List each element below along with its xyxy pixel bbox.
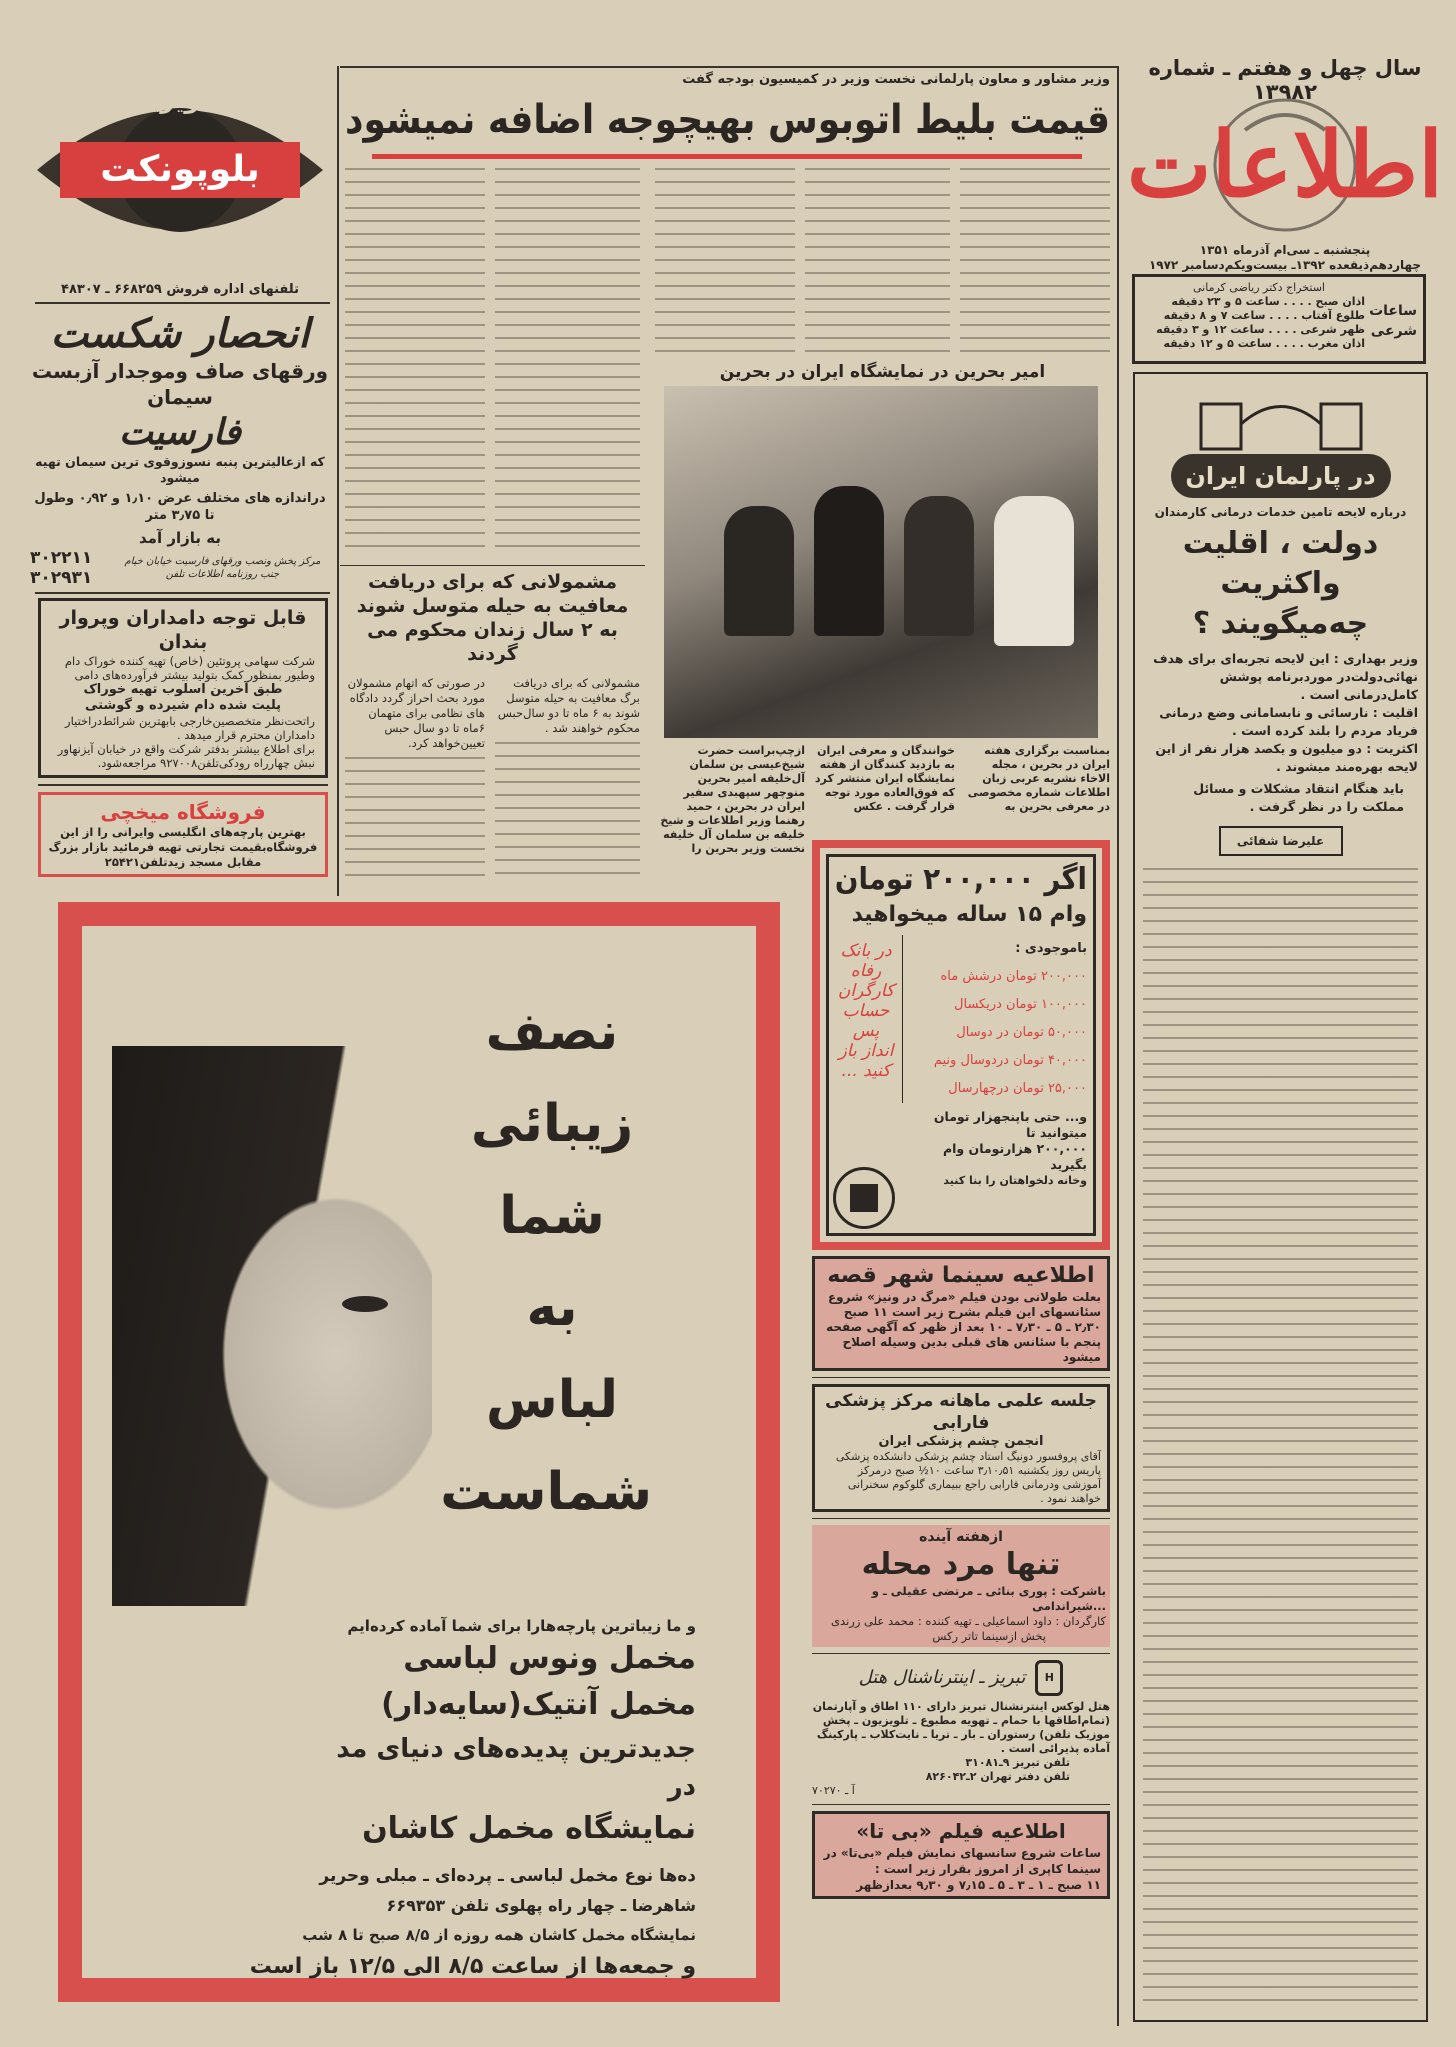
- film-ad: ازهفته آینده تنها مرد محله باشرکت : پوری بنائی ـ مرتضی عقیلی ـ و ...شیراندامی کارگردان : داود اسماعیلی ـ تهیه کننده : محمد علی زرندی پخش ازسینما تاتر رکس: [812, 1525, 1110, 1647]
- parliament-headline: دولت ، اقلیت واکثریت چه‌میگویند ؟: [1182, 526, 1379, 641]
- prayer-row: ظهر شرعی . . . . ساعت ۱۲ و ۳ دقیقه: [1156, 323, 1365, 336]
- loan-row: ۵۰,۰۰۰ تومان در دوسال: [956, 1025, 1087, 1040]
- loan-row: ۲۰۰,۰۰۰ تومان درشش ماه: [940, 969, 1087, 984]
- photo-caption: خوانندگان و معرفی ایران به بازدید کنندگان از هفته نمایشگاه ایران منتشر کرد که فوق‌العاده مورد توجه قرار گرفت . عکس: [814, 744, 955, 813]
- hotel-logo-icon: H: [1035, 1660, 1063, 1696]
- medical-ad: جلسه علمی ماهانه مرکز پزشکی فارابی انجمن چشم پزشکی ایران آقای پروفسور دونیگ استاد چشم پزشکی دانشکده پزشکی پاریس روز یکشنبه ۳٫۱۰٫۵۱ ساعت ۱۰½ صبح درمرکز آموزشی ودرمانی فارابی راجع ببیماری گلوکوم سخنرانی خواهند نمود .: [812, 1384, 1110, 1512]
- lead-column-text: [495, 168, 640, 558]
- photo-headline: امیر بحرین در نمایشگاه ایران در بحرین: [719, 362, 1046, 382]
- hotel-ad: H تبریز ـ اینترناشنال هتل هتل لوکس اینترنشنال تبریز دارای ۱۱۰ اطاق و آپارتمان (تمام‌اطاقها با حمام ـ تهویه مطبوع ـ تلویزیون ـ پخش موزیک تلفن) رستوران ـ بار ـ تریا ـ نایت‌کلاب ـ پارکینگ آماده پذیرائی است . تلفن تبریز ۹ـ۳۱۰۸۱ تلفن دفتر تهران ۲ـ۸۲۶۰۴۲ آ ـ ۷۰۲۷۰: [812, 1660, 1110, 1798]
- lead-column-text: [805, 168, 950, 356]
- blaupunkt-ad: درتلویزیون بلوپونکت بهتر می بینید: [35, 80, 325, 260]
- date-other: چهاردهم‌ذیقعده ۱۳۹۲ـ بیست‌و‌یکم‌دسامبر ۱۹۷۲: [1148, 258, 1422, 272]
- author-byline: علیرضا شفائی: [1219, 826, 1343, 856]
- year-issue: سال چهل و هفتم ـ شماره ۱۳۹۸۲: [1148, 56, 1422, 104]
- lead-headline: قیمت بلیط اتوبوس بهیچوجه اضافه نمیشود: [345, 97, 1111, 143]
- prayer-times-box: [1132, 274, 1426, 364]
- bank-refah-slogan: در بانک رفاه کارگران حساب پس انداز باز کنید ...: [837, 941, 895, 1081]
- top-rule: [340, 66, 1117, 68]
- beta-film-ad: اطلاعیه فیلم «بی تا» ساعات شروع سانسهای نمایش فیلم «بی‌تا» در سینما کاپری از امروز بقرار زیر است : ۱۱ صبح ـ ۱ ـ ۳ ـ ۵ ـ ۷٫۱۵ و ۹٫۳۰ بعدازظهر: [812, 1811, 1110, 1899]
- fashion-copy: و ما زیباترین پارچه‌هارا برای شما آماده کرده‌ایم مخمل ونوس لباسی مخمل آنتیک(سایه‌دار) جدیدترین پدیده‌های دنیای مد در نمایشگاه مخمل کاشان ده‌ها نوع مخمل لباسی ـ پرده‌ای ـ مبلی وحریر شاهرضا ـ چهار راه پهلوی تلفن ۶۶۹۳۵۳ نمایشگاه مخمل کاشان همه روزه از ۸/۵ صبح تا ۸ شب و جمعه‌ها از ساعت ۸/۵ الی ۱۲/۵ باز است: [249, 1617, 696, 1979]
- column-rule: [1117, 66, 1119, 2026]
- loan-row: ۲۵,۰۰۰ تومان درچهارسال: [948, 1081, 1087, 1096]
- prayer-row: اذان مغرب . . . . ساعت ۵ و ۱۲ دقیقه: [1163, 337, 1365, 350]
- headline-underline: [372, 154, 1082, 159]
- lead-column-text: [345, 168, 485, 558]
- parliament-point: اکثریت : دو میلیون و یکصد هزار نفر از این لایحه بهره‌مند میشوند .: [1155, 741, 1418, 774]
- woman-face-photo: [112, 1046, 432, 1606]
- livestock-ad: قابل توجه دامداران وپروار بندان شرکت سهامی پروتئین (خاص) تهیه کننده خوراک دام وطیور بمنظور کمک بتولید بیشتر فرآورده‌های دامی طبق آخرین اسلوب تهیه خوراک پلیت شده دام شیرده و گوشتی راتحت‌نظر متخصصین‌خارجی بابهترین شرائط‌دراختیار دامداران محترم قرار میدهد . برای اطلاع بیشتر بدفتر شرکت واقع در خیابان آیزنهاور نبش چهارراه رودکی‌تلفن۹۲۷۰۰۸ مراجعه‌شود.: [38, 598, 328, 778]
- date-persian: پنجشنبه ـ سی‌ام آذرماه ۱۳۵۱: [1199, 243, 1371, 257]
- phone: ۳۰۲۹۳۱: [30, 568, 93, 588]
- column-rule: [337, 66, 339, 896]
- loan-ad: اگر ۲۰۰,۰۰۰ تومان وام ۱۵ ساله میخواهید باموجودی : ۲۰۰,۰۰۰ تومان درشش ماه ۱۰۰,۰۰۰ تومان دریکسال ۵۰,۰۰۰ تومان در دوسال ۴۰,۰۰۰ تومان دردوسال ونیم ۲۵,۰۰۰ تومان درچهارسال در بانک رفاه کارگران حساب پس انداز باز کنید ... و... حتی باپنجهزار تومان میتوانید تا ۲۰۰,۰۰۰ هزارتومان وام بگیرید وخانه دلخواهتان را بنا کنید: [812, 840, 1110, 1250]
- loan-row: ۴۰,۰۰۰ تومان دردوسال ونیم: [933, 1053, 1087, 1068]
- lead-column-text: [960, 168, 1110, 356]
- loan-row: ۱۰۰,۰۰۰ تومان دریکسال: [954, 997, 1087, 1012]
- farsit-ad: انحصار شکست ورقهای صاف وموجدار آزبست سیمان فارسیت که ازعالیترین پنبه نسوزوقوی ترین سیمان تهیه میشود دراندازه های مختلف عرض ۱٫۱۰ و ۰٫۹۲ وطول تا ۳٫۷۵ متر به بازار آمد مرکز پخش ونصب ورقهای فارسیت خیابان خیام جنب روزنامه اطلاعات تلفن ۳۰۲۲۱۱ ۳۰۲۹۳۱: [30, 310, 329, 588]
- draft-body-text: [495, 742, 640, 876]
- masthead-logo: اطلاعات: [1125, 90, 1445, 240]
- article-body-text: [1143, 868, 1418, 2010]
- parliament-gate-icon: [1171, 384, 1391, 454]
- draft-headline: مشمولانی که برای دریافت معافیت به حیله متوسل شوند به ۲ سال زندان محکوم می گردند: [356, 571, 629, 665]
- parliament-note: باید هنگام انتقاد مشکلات و مسائل مملکت را در نظر گرفت .: [1193, 781, 1404, 814]
- draft-column: مشمولانی که برای دریافت برگ معافیت به حیله متوسل شوند به ۶ ماه تا دو سال‌حبس محکوم خواهند شد .: [497, 676, 640, 735]
- bahrain-exhibition-photo: [664, 386, 1098, 738]
- blaupunkt-phones: تلفنهای اداره فروش ۶۶۸۲۵۹ ـ ۴۸۳۰۷: [61, 282, 299, 297]
- parliament-kicker: درباره لایحه تامین خدمات درمانی کارمندان: [1154, 505, 1407, 519]
- lead-column-text: [655, 168, 795, 356]
- fashion-vertical-slogan: نصف زیبائی شما به لباس شماست: [440, 1002, 652, 1522]
- parliament-point: اقلیت : نارسائی و نابسامانی وضع درمانی فریاد مردم را بلند کرده است .: [1159, 705, 1418, 738]
- fashion-velvet-ad: [58, 902, 780, 2002]
- bank-logo-icon: [833, 1167, 895, 1229]
- parliament-banner: در پارلمان ایران: [1171, 454, 1391, 498]
- lead-kicker: وزیر مشاور و معاون پارلمانی نخست وزیر در کمیسیون بودجه گفت: [682, 72, 1110, 87]
- prayer-row: طلوع آفتاب . . . . ساعت ۷ و ۸ دقیقه: [1163, 309, 1365, 322]
- prayer-source: استخراج دکتر ریاضی کرمانی: [1193, 281, 1325, 294]
- blaupunkt-logo: بلوپونکت: [60, 142, 300, 198]
- phone: ۳۰۲۲۱۱: [30, 548, 93, 568]
- photo-caption: بمناسبت برگزاری هفته ایران در بحرین ، مجله الاخاء نشریه عربی زبان اطلاعات شماره مخصوصی در معرفی بحرین به: [967, 744, 1110, 813]
- draft-column: در صورتی که اتهام مشمولان مورد بحث احراز گردد دادگاه های نظامی برای متهمان ۶ماه تا دو سال حبس تعیین‌خواهد کرد.: [347, 676, 485, 750]
- photo-caption: ازچپ‌براست حضرت شیخ‌عیسی بن سلمان آل‌خلیفه امیر بحرین منوچهر سپهبدی سفیر ایران در بحرین ، حمید رهنما وزیر اطلاعات و شیخ خلیفه بن سلمان آل خلیفه نخست وزیر بحرین را: [660, 744, 805, 855]
- prayer-row: اذان صبح . . . . ساعت ۵ و ۲۳ دقیقه: [1171, 295, 1365, 308]
- parliament-article: [1133, 372, 1428, 2022]
- draft-body-text: [345, 757, 485, 876]
- store-ad: فروشگاه میخچی بهترین پارچه‌های انگلیسی وایرانی را از این فروشگاه‌بقیمت تجارتی تهیه فرمائید بازار بزرگ مقابل مسجد زیدتلفن۲۵۴۲۱: [38, 792, 328, 877]
- prayer-label: ساعات شرعی: [1369, 303, 1417, 339]
- parliament-point: وزیر بهداری : این لایحه تجربه‌ای برای هدف نهائی‌دولت‌در موردبرنامه پوشش کامل‌درمانی است .: [1153, 651, 1418, 702]
- cinema-ad: اطلاعیه سینما شهر قصه بعلت طولانی بودن فیلم «مرگ در ونیز» شروع سئانسهای این فیلم بشرح زیر است ۱۱ صبح ۲٫۳۰ ـ ۵ ـ ۷٫۳۰ ـ ۱۰ بعد از ظهر که آگهی صفحه پنجم با سئانس های قبلی بدین وسیله اصلاح میشود: [812, 1256, 1110, 1371]
